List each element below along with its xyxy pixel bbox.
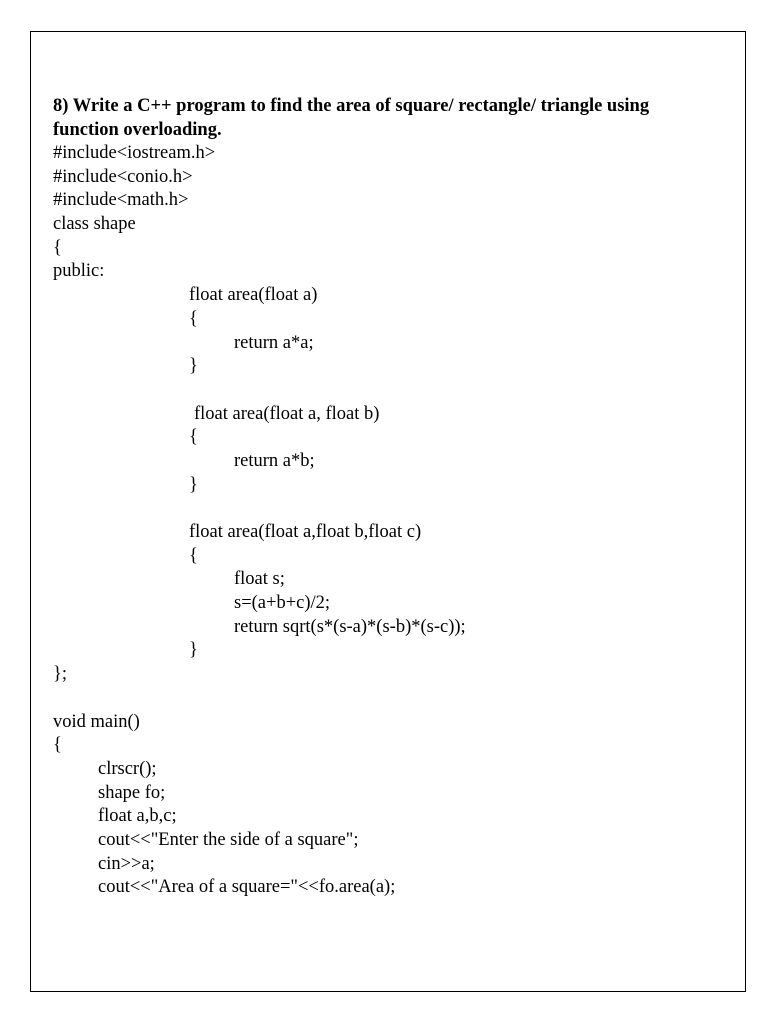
heading-line-2: function overloading.	[53, 120, 222, 140]
code-line	[53, 379, 723, 403]
code-line: float area(float a, float b)	[194, 403, 380, 424]
heading-line-1: 8) Write a C++ program to find the area of square/ rectangle/ triangle using	[53, 96, 650, 116]
code-line: {	[189, 308, 198, 329]
code-line: class shape	[53, 214, 136, 235]
code-line: return sqrt(s*(s-a)*(s-b)*(s-c));	[234, 616, 466, 637]
code-line: return a*a;	[234, 332, 314, 353]
code-line: #include<iostream.h>	[53, 143, 216, 163]
question-heading	[53, 94, 723, 142]
code-line: cout<<"Area of a square="<<fo.area(a);	[98, 877, 396, 898]
code-line: float a,b,c;	[98, 806, 177, 827]
code-line: float area(float a)	[189, 285, 318, 306]
code-line: }	[189, 474, 198, 495]
code-line: shape fo;	[98, 782, 166, 803]
code-line: };	[53, 664, 68, 685]
code-line: {	[53, 735, 62, 756]
code-line: return a*b;	[234, 450, 315, 471]
code-line: {	[189, 545, 198, 566]
code-line: }	[189, 640, 198, 661]
code-line: clrscr();	[98, 758, 157, 779]
document-content	[53, 94, 723, 900]
code-listing	[53, 142, 723, 900]
code-line: public:	[53, 261, 105, 282]
code-line: {	[53, 237, 62, 258]
code-line	[53, 497, 723, 521]
code-line: s=(a+b+c)/2;	[234, 593, 331, 614]
code-line: #include<math.h>	[53, 190, 189, 211]
code-line: #include<conio.h>	[53, 166, 193, 187]
code-line: cout<<"Enter the side of a square";	[98, 829, 359, 850]
code-line: {	[189, 427, 198, 448]
code-line: float s;	[234, 569, 285, 590]
code-line: void main()	[53, 711, 140, 732]
code-line	[53, 687, 723, 711]
code-line: cin>>a;	[98, 853, 155, 874]
code-line: }	[189, 356, 198, 377]
code-line: float area(float a,float b,float c)	[189, 522, 422, 542]
